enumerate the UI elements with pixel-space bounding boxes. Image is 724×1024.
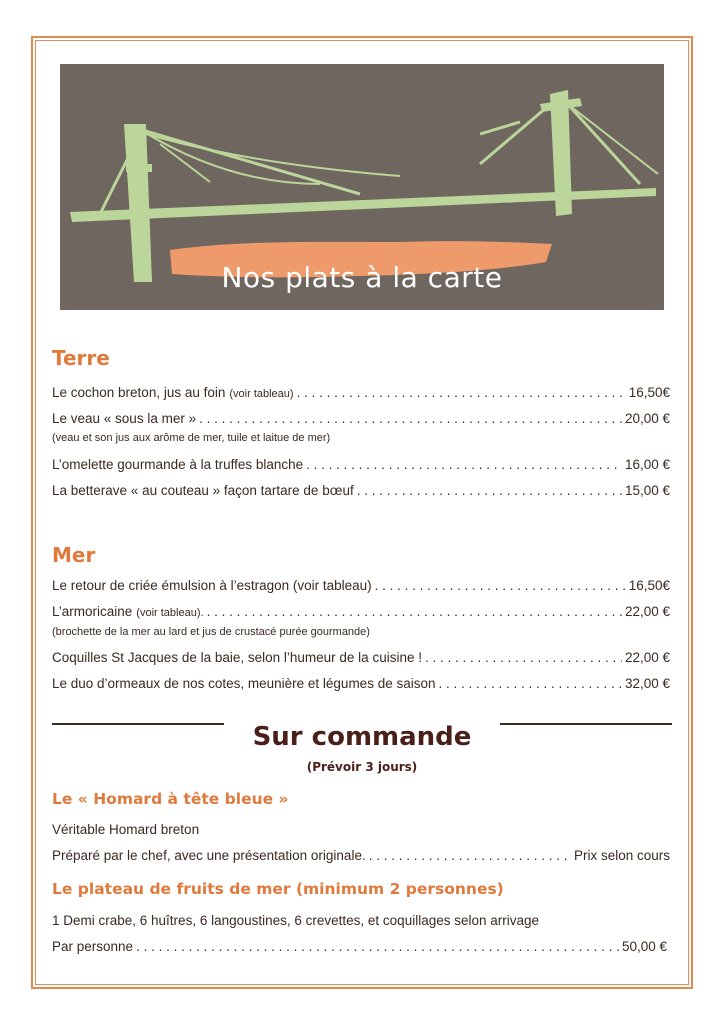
menu-item bbox=[52, 457, 670, 472]
item-price: 22,00 € bbox=[624, 604, 670, 619]
item-note-inline: (voir tableau). bbox=[136, 607, 204, 619]
plateau-heading: Le plateau de fruits de mer (minimum 2 personnes) bbox=[52, 880, 504, 898]
dot-leader bbox=[438, 676, 621, 691]
menu-item bbox=[52, 483, 670, 498]
item-price: 16,00 € bbox=[624, 457, 670, 472]
item-price: 15,00 € bbox=[624, 483, 670, 498]
header-banner bbox=[60, 64, 664, 310]
item-note-inline: (voir tableau) bbox=[229, 388, 294, 400]
sur-commande-subtitle: (Prévoir 3 jours) bbox=[306, 760, 418, 774]
item-name: La betterave « au couteau » façon tartare de bœuf bbox=[52, 483, 354, 498]
section-heading-mer: Mer bbox=[52, 543, 96, 567]
item-name: Le retour de criée émulsion à l’estragon (voir tableau) bbox=[52, 578, 372, 593]
item-name: Par personne bbox=[52, 939, 134, 954]
item-price: 22,00 € bbox=[624, 650, 670, 665]
plateau-description: 1 Demi crabe, 6 huîtres, 6 langoustines, 6 crevettes, et coquillages selon arrivage bbox=[52, 913, 540, 928]
sur-commande-title: Sur commande bbox=[252, 722, 472, 752]
dot-leader bbox=[199, 411, 622, 426]
dot-leader bbox=[357, 483, 622, 498]
item-name: Le veau « sous la mer » bbox=[52, 411, 197, 426]
dot-leader bbox=[207, 604, 622, 619]
dot-leader bbox=[136, 939, 619, 954]
dot-leader bbox=[369, 848, 571, 863]
menu-item bbox=[52, 848, 670, 863]
menu-item bbox=[52, 939, 667, 954]
menu-item bbox=[52, 411, 670, 426]
section-heading-terre: Terre bbox=[52, 346, 110, 370]
item-price: 32,00 € bbox=[624, 676, 670, 691]
item-name: L’omelette gourmande à la truffes blanche bbox=[52, 457, 304, 472]
menu-item bbox=[52, 385, 670, 400]
page-title: Nos plats à la carte bbox=[221, 261, 503, 294]
menu-item bbox=[52, 650, 670, 665]
item-name: L’armoricaine bbox=[52, 604, 133, 619]
item-name: Le cochon breton, jus au foin bbox=[52, 385, 226, 400]
item-price: 20,00 € bbox=[624, 411, 670, 426]
item-price: 16,50€ bbox=[628, 385, 670, 400]
item-description: (brochette de la mer au lard et jus de crustacé purée gourmande) bbox=[52, 626, 370, 638]
dot-leader bbox=[375, 578, 626, 593]
menu-item bbox=[52, 676, 670, 691]
menu-item bbox=[52, 604, 670, 619]
dot-leader bbox=[306, 457, 622, 472]
item-name: Préparé par le chef, avec une présentation originale. bbox=[52, 848, 366, 863]
item-price: 50,00 € bbox=[621, 939, 667, 954]
dot-leader bbox=[297, 385, 626, 400]
item-name: Coquilles St Jacques de la baie, selon l’humeur de la cuisine ! bbox=[52, 650, 422, 665]
menu-item bbox=[52, 578, 670, 593]
item-price: 16,50€ bbox=[628, 578, 670, 593]
dot-leader bbox=[425, 650, 622, 665]
homard-description: Véritable Homard breton bbox=[52, 822, 200, 837]
item-name: Le duo d’ormeaux de nos cotes, meunière et légumes de saison bbox=[52, 676, 436, 691]
homard-heading: Le « Homard à tête bleue » bbox=[52, 790, 289, 808]
item-price: Prix selon cours bbox=[573, 848, 670, 863]
item-description: (veau et son jus aux arôme de mer, tuile et laitue de mer) bbox=[52, 432, 331, 444]
